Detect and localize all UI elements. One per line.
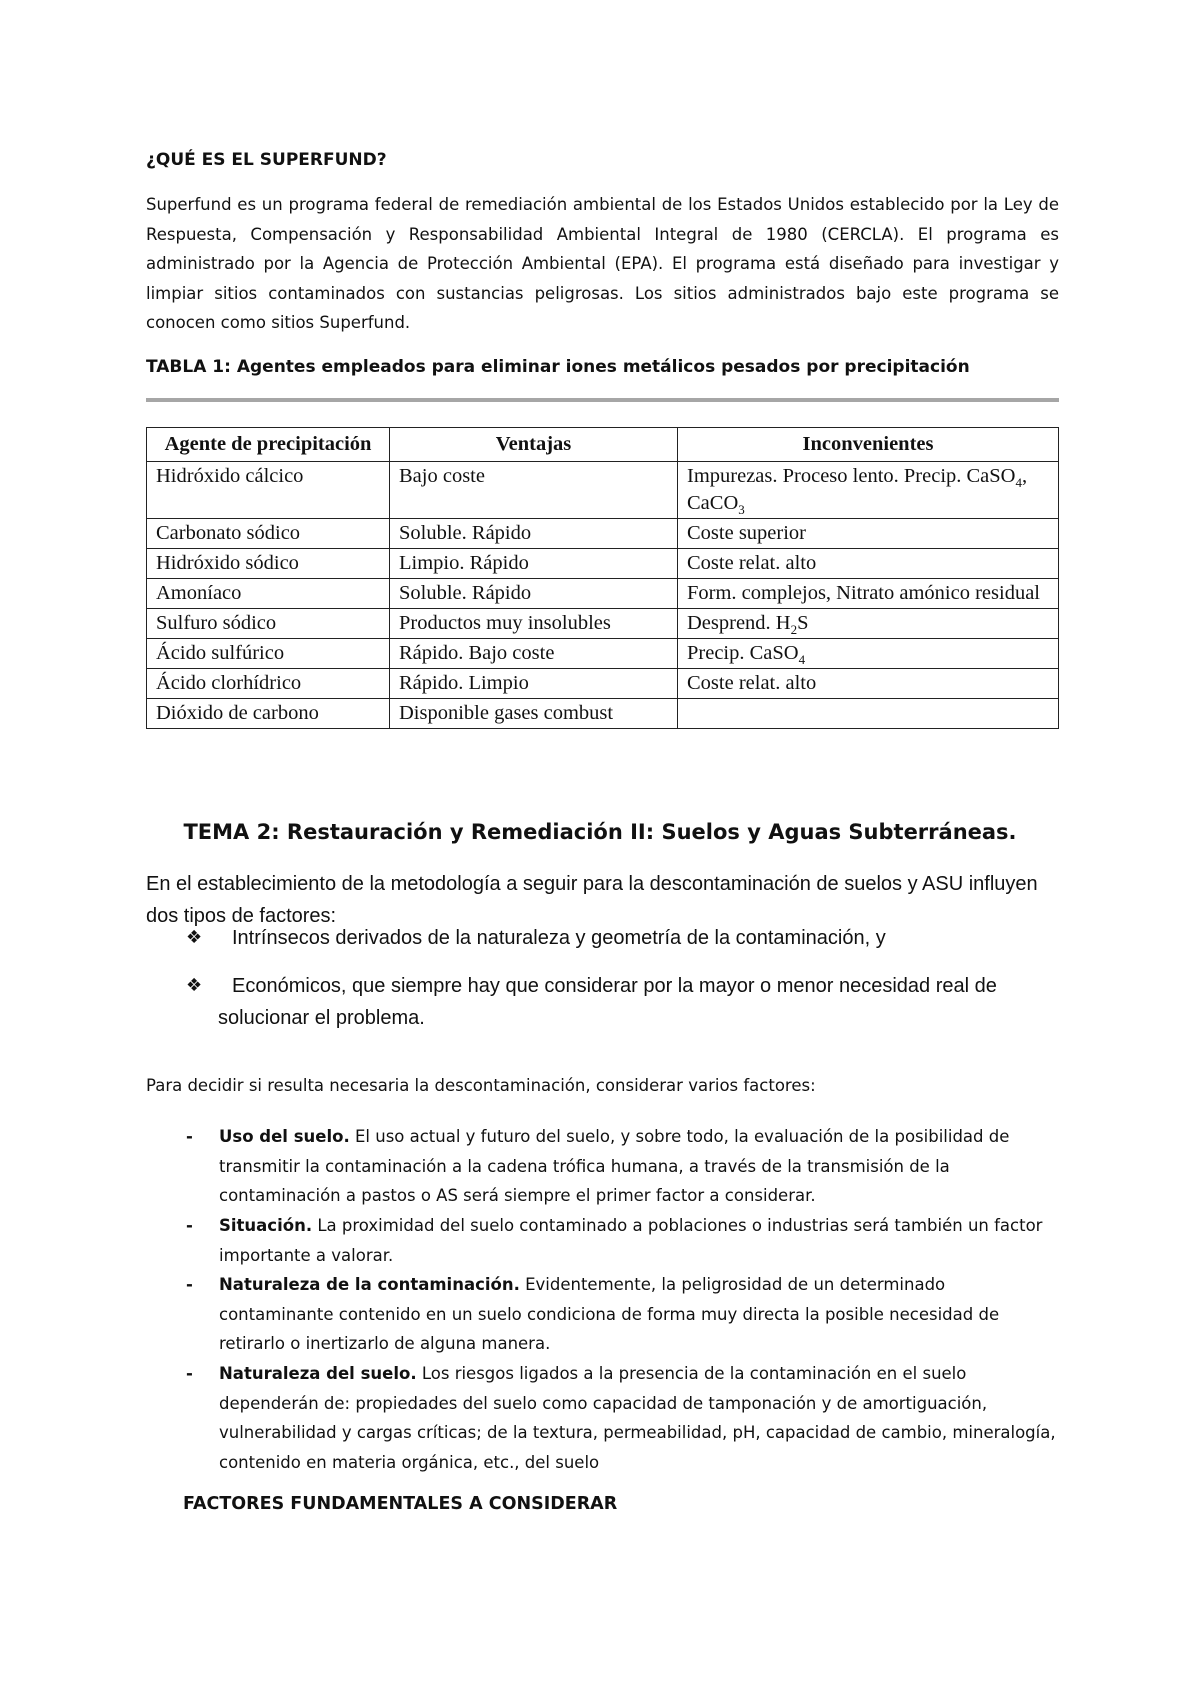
advantages-cell: Rápido. Limpio [390, 669, 678, 699]
factor-term: Naturaleza de la contaminación. [219, 1275, 520, 1294]
decidir-text: Para decidir si resulta necesaria la descontaminación, considerar varios factores: [146, 1076, 816, 1095]
list-item [186, 1211, 1056, 1270]
table-header-row [147, 428, 1059, 462]
bullet-text: Económicos, que siempre hay que considerar por la mayor o menor necesidad real de solucionar el problema. [218, 975, 997, 1029]
agent-cell: Hidróxido sódico [147, 549, 390, 579]
table-row [147, 699, 1059, 729]
diamond-bullet-icon: ❖ [186, 927, 203, 948]
dash-bullet: - [186, 1216, 193, 1235]
agent-cell: Ácido sulfúrico [147, 639, 390, 669]
drawbacks-cell: Impurezas. Proceso lento. Precip. CaSO$_4$, CaCO$_3$ [678, 462, 1059, 519]
factor-text: Los riesgos ligados a la presencia de la contaminación en el suelo dependerán de: propiedades del suelo como capacidad de tamponación y de amortiguación, vulnerabilidad y cargas críticas; de la textura, permeabilidad, pH, capacidad de cambio, mineralogía, contenido en materia orgánica, etc., del suelo [219, 1364, 1056, 1472]
dash-bullet: - [186, 1275, 193, 1294]
agent-cell: Ácido clorhídrico [147, 669, 390, 699]
list-item [186, 922, 1056, 954]
drawbacks-cell: Coste relat. alto [678, 549, 1059, 579]
table-row [147, 669, 1059, 699]
list-item [186, 1122, 1056, 1211]
advantages-cell: Bajo coste [390, 462, 678, 519]
table-row [147, 549, 1059, 579]
advantages-cell: Soluble. Rápido [390, 519, 678, 549]
header-drawbacks: Inconvenientes [678, 428, 1059, 462]
table-row [147, 462, 1059, 519]
dash-bullet: - [186, 1127, 193, 1146]
advantages-cell: Soluble. Rápido [390, 579, 678, 609]
factores-fundamentales-heading: FACTORES FUNDAMENTALES A CONSIDERAR [183, 1494, 618, 1514]
tema-2-intro: En el establecimiento de la metodología a seguir para la descontaminación de suelos y ASU influyen dos tipos de factores: [146, 873, 1038, 927]
tema-2-title: TEMA 2: Restauración y Remediación II: Suelos y Aguas Subterráneas. [183, 820, 1017, 844]
agent-cell: Sulfuro sódico [147, 609, 390, 639]
precipitation-agents-table [146, 427, 1059, 729]
list-item [186, 970, 1056, 1034]
list-item [186, 1359, 1056, 1477]
horizontal-rule [146, 398, 1059, 402]
advantages-cell: Disponible gases combust [390, 699, 678, 729]
advantages-cell: Limpio. Rápido [390, 549, 678, 579]
drawbacks-cell: Coste superior [678, 519, 1059, 549]
superfund-heading: ¿QUÉ ES EL SUPERFUND? [146, 150, 387, 170]
factor-text: El uso actual y futuro del suelo, y sobre todo, la evaluación de la posibilidad de transmitir la contaminación a la cadena trófica humana, a través de la transmisión de la contaminación a pastos o AS será siempre el primer factor a considerar. [219, 1127, 1010, 1205]
agent-cell: Carbonato sódico [147, 519, 390, 549]
drawbacks-cell: Form. complejos, Nitrato amónico residual [678, 579, 1059, 609]
agent-cell: Hidróxido cálcico [147, 462, 390, 519]
factor-text: La proximidad del suelo contaminado a poblaciones o industrias será también un factor importante a valorar. [219, 1216, 1043, 1265]
dash-bullet: - [186, 1364, 193, 1383]
table-row [147, 519, 1059, 549]
header-agent: Agente de precipitación [147, 428, 390, 462]
advantages-cell: Rápido. Bajo coste [390, 639, 678, 669]
diamond-bullet-icon: ❖ [186, 975, 203, 996]
drawbacks-cell [678, 699, 1059, 729]
bullet-text: Intrínsecos derivados de la naturaleza y geometría de la contaminación, y [232, 927, 886, 949]
table-title: TABLA 1: Agentes empleados para eliminar iones metálicos pesados por precipitación [146, 357, 970, 377]
table-row [147, 609, 1059, 639]
factor-term: Uso del suelo. [219, 1127, 350, 1146]
drawbacks-cell: Desprend. $H_2S$ [678, 609, 1059, 639]
agent-cell: Dióxido de carbono [147, 699, 390, 729]
factor-term: Naturaleza del suelo. [219, 1364, 417, 1383]
superfund-paragraph: Superfund es un programa federal de remediación ambiental de los Estados Unidos establecido por la Ley de Respuesta, Compensación y Responsabilidad Ambiental Integral de 1980 (CERCLA). El programa es administrado por la Agencia de Protección Ambiental (EPA). El programa está diseñado para investigar y limpiar sitios contaminados con sustancias peligrosas. Los sitios administrados bajo este programa se conocen como sitios Superfund. [146, 195, 1059, 332]
table-row [147, 579, 1059, 609]
header-advantages: Ventajas [390, 428, 678, 462]
agent-cell: Amoníaco [147, 579, 390, 609]
factor-term: Situación. [219, 1216, 313, 1235]
factor-text: Evidentemente, la peligrosidad de un determinado contaminante contenido en un suelo condiciona de forma muy directa la posible necesidad de retirarlo o inertizarlo de alguna manera. [219, 1275, 1000, 1353]
advantages-cell: Productos muy insolubles [390, 609, 678, 639]
table-row [147, 639, 1059, 669]
list-item [186, 1270, 1056, 1359]
drawbacks-cell: Precip. CaSO$_4$ [678, 639, 1059, 669]
drawbacks-cell: Coste relat. alto [678, 669, 1059, 699]
